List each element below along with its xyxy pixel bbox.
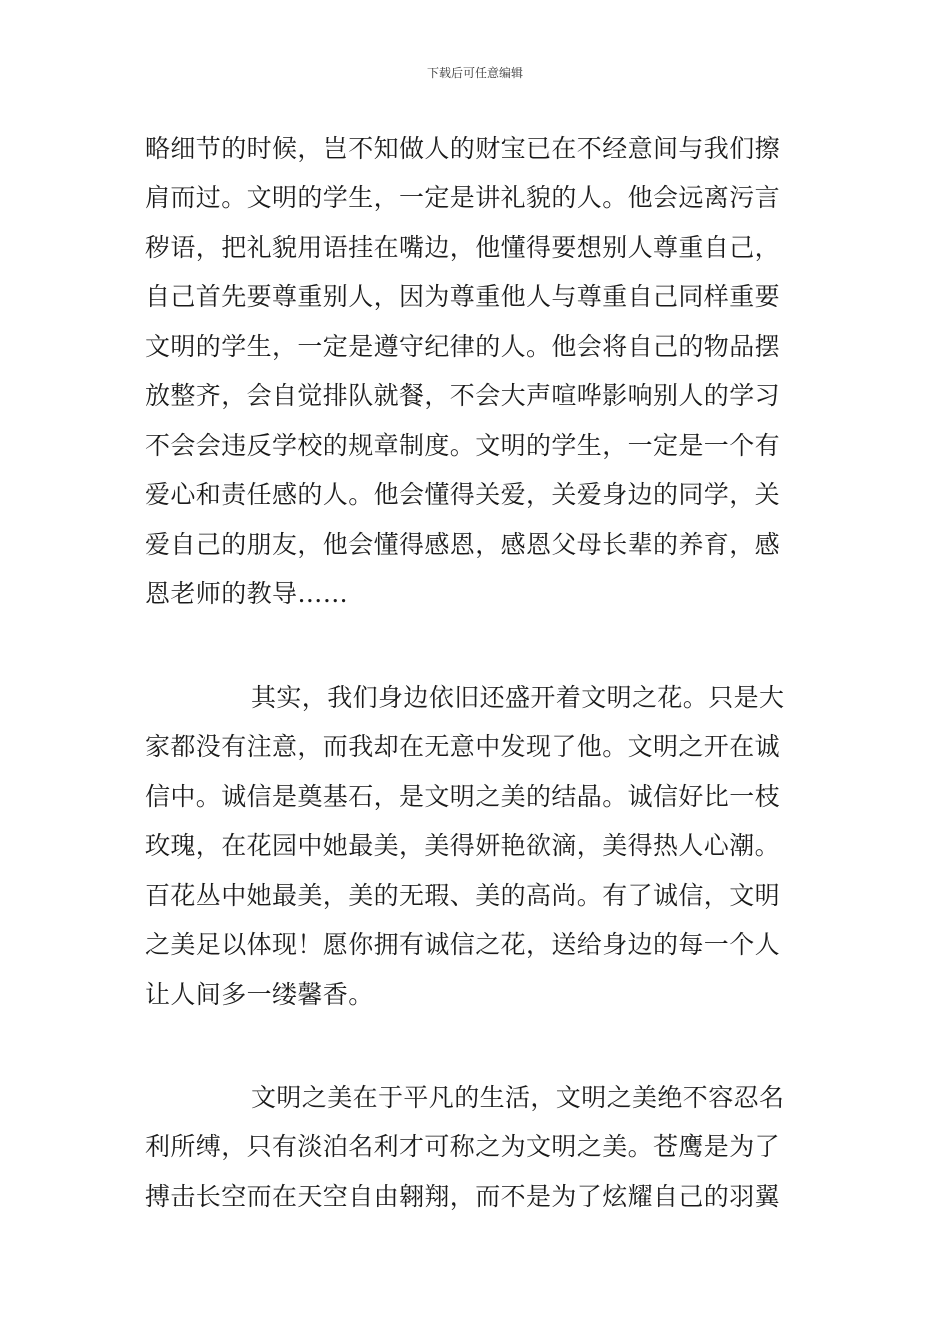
paragraph-1-line-7: 不会会违反学校的规章制度。文明的学生，一定是一个有 bbox=[145, 431, 781, 460]
paragraph-2-line-3: 信中。诚信是奠基石，是文明之美的结晶。诚信好比一枝 bbox=[145, 782, 781, 811]
paragraph-2-line-4: 玫瑰，在花园中她最美，美得妍艳欲滴，美得热人心潮。 bbox=[145, 831, 781, 860]
paragraph-1-line-10: 恩老师的教导…… bbox=[145, 579, 349, 608]
paragraph-3-line-1: 文明之美在于平凡的生活，文明之美绝不容忍名 bbox=[251, 1083, 785, 1112]
paragraph-1-line-4: 自己首先要尊重别人，因为尊重他人与尊重自己同样重要 bbox=[145, 282, 781, 311]
paragraph-1-line-2: 肩而过。文明的学生，一定是讲礼貌的人。他会远离污言 bbox=[145, 183, 781, 212]
paragraph-2-line-7: 让人间多一缕馨香。 bbox=[145, 980, 374, 1009]
paragraph-3-line-3: 搏击长空而在天空自由翱翔，而不是为了炫耀自己的羽翼 bbox=[145, 1182, 781, 1211]
paragraph-1-line-3: 秽语，把礼貌用语挂在嘴边，他懂得要想别人尊重自己， bbox=[145, 233, 781, 262]
paragraph-2-line-1: 其实，我们身边依旧还盛开着文明之花。只是大 bbox=[251, 683, 785, 712]
paragraph-2-line-5: 百花丛中她最美，美的无瑕、美的高尚。有了诚信，文明 bbox=[145, 881, 781, 910]
paragraph-1-line-1: 略细节的时候，岂不知做人的财宝已在不经意间与我们擦 bbox=[145, 134, 781, 163]
paragraph-2-line-6: 之美足以体现！愿你拥有诚信之花，送给身边的每一个人 bbox=[145, 930, 781, 959]
paragraph-1-line-6: 放整齐，会自觉排队就餐，不会大声喧哗影响别人的学习 bbox=[145, 381, 781, 410]
paragraph-1-line-9: 爱自己的朋友，他会懂得感恩，感恩父母长辈的养育，感 bbox=[145, 530, 781, 559]
paragraph-1-line-5: 文明的学生，一定是遵守纪律的人。他会将自己的物品摆 bbox=[145, 332, 781, 361]
page-header: 下载后可任意编辑 bbox=[426, 66, 523, 80]
paragraph-2-line-2: 家都没有注意，而我却在无意中发现了他。文明之开在诚 bbox=[145, 732, 781, 761]
paragraph-1-line-8: 爱心和责任感的人。他会懂得关爱，关爱身边的同学，关 bbox=[145, 480, 781, 509]
paragraph-3-line-2: 利所缚，只有淡泊名利才可称之为文明之美。苍鹰是为了 bbox=[145, 1132, 781, 1161]
